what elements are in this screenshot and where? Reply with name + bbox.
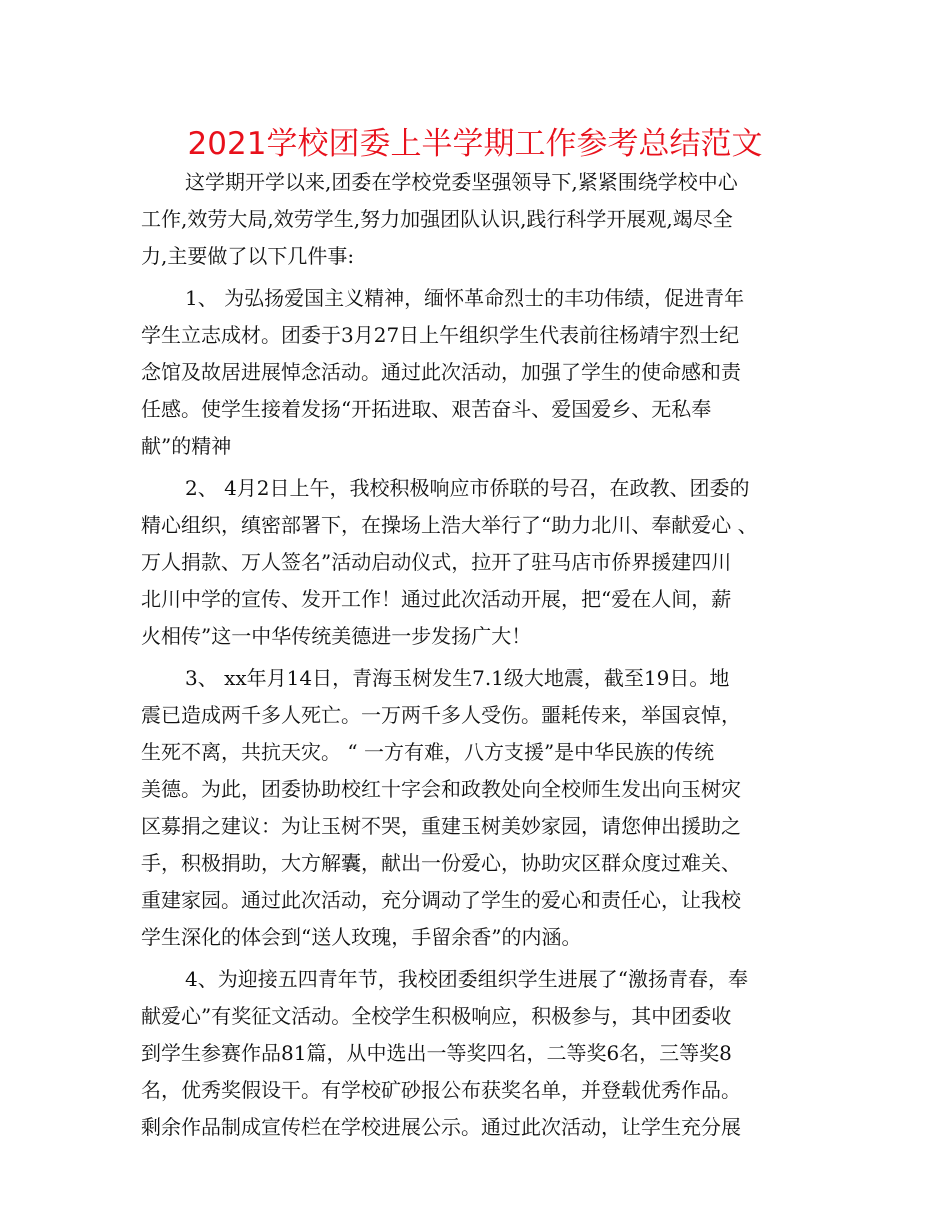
paragraph-line: 4、为迎接五四青年节，我校团委组织学生进展了“激扬青春，奉 — [185, 967, 748, 991]
paragraph-line: 任感。使学生接着发扬“开拓进取、艰苦奋斗、爱国爱乡、无私奉 — [141, 397, 712, 421]
paragraph-line: 震已造成两千多人死亡。一万两千多人受伤。噩耗传来，举国哀悼， — [141, 703, 741, 727]
paragraph-line: 力,主要做了以下几件事: — [141, 244, 355, 268]
paragraph-line: 1、 为弘扬爱国主义精神，缅怀革命烈士的丰功伟绩，促进青年 — [185, 286, 745, 310]
paragraph-line: 到学生参赛作品81篇，从中选出一等奖四名，二等奖6名，三等奖8 — [141, 1041, 732, 1065]
paragraph-line: 手，积极捐助，大方解囊，献出一份爱心，协助灾区群众度过难关、 — [141, 851, 741, 875]
paragraph-line: 美德。为此，团委协助校红十字会和政教处向全校师生发出向玉树灾 — [141, 777, 741, 801]
paragraph-line: 这学期开学以来,团委在学校党委坚强领导下,紧紧围绕学校中心 — [185, 170, 738, 194]
paragraph-line: 重建家园。通过此次活动，充分调动了学生的爱心和责任心，让我校 — [141, 888, 741, 912]
paragraph-line: 剩余作品制成宣传栏在学校进展公示。通过此次活动，让学生充分展 — [141, 1115, 741, 1139]
paragraph-line: 献”的精神 — [141, 434, 232, 458]
paragraph-line: 万人捐款、万人签名”活动启动仪式，拉开了驻马店市侨界援建四川 — [141, 550, 732, 574]
paragraph-line: 学生深化的体会到“送人玫瑰，手留余香”的内涵。 — [141, 925, 582, 949]
paragraph-line: 区募捐之建议：为让玉树不哭，重建玉树美妙家园，请您伸出援助之 — [141, 814, 741, 838]
paragraph-item-1 — [141, 280, 816, 465]
paragraph-item-3 — [141, 660, 816, 956]
paragraph-line: 生死不离，共抗天灾。 “ 一方有难，八方支援”是中华民族的传统 — [141, 740, 715, 764]
paragraph-line: 念馆及故居进展悼念活动。通过此次活动，加强了学生的使命感和责 — [141, 360, 741, 384]
paragraph-line: 名，优秀奖假设干。有学校矿砂报公布获奖名单，并登载优秀作品。 — [141, 1078, 741, 1102]
paragraph-line: 2、 4月2日上午，我校积极响应市侨联的号召，在政教、团委的 — [185, 476, 750, 500]
paragraph-line: 工作,效劳大局,效劳学生,努力加强团队认识,践行科学开展观,竭尽全 — [141, 207, 733, 231]
paragraph-line: 火相传”这一中华传统美德进一步发扬广大！ — [141, 624, 532, 648]
paragraph-line: 3、 xx年月14日，青海玉树发生7.1级大地震，截至19日。地 — [185, 666, 730, 690]
paragraph-item-4 — [141, 961, 816, 1146]
document-title: 2021学校团委上半学期工作参考总结范文 — [187, 126, 763, 162]
paragraph-line: 北川中学的宣传、发开工作！通过此次活动开展，把“爱在人间，薪 — [141, 587, 732, 611]
paragraph-line: 学生立志成材。团委于3月27日上午组织学生代表前往杨靖宇烈士纪 — [141, 323, 740, 347]
paragraph-line: 献爱心”有奖征文活动。全校学生积极响应，积极参与，其中团委收 — [141, 1004, 732, 1028]
paragraph-intro — [141, 164, 816, 275]
paragraph-line: 精心组织，缜密部署下，在操场上浩大举行了“助力北川、奉献爱心 、 — [141, 513, 758, 537]
document-body — [141, 164, 816, 1146]
paragraph-item-2 — [141, 470, 816, 655]
